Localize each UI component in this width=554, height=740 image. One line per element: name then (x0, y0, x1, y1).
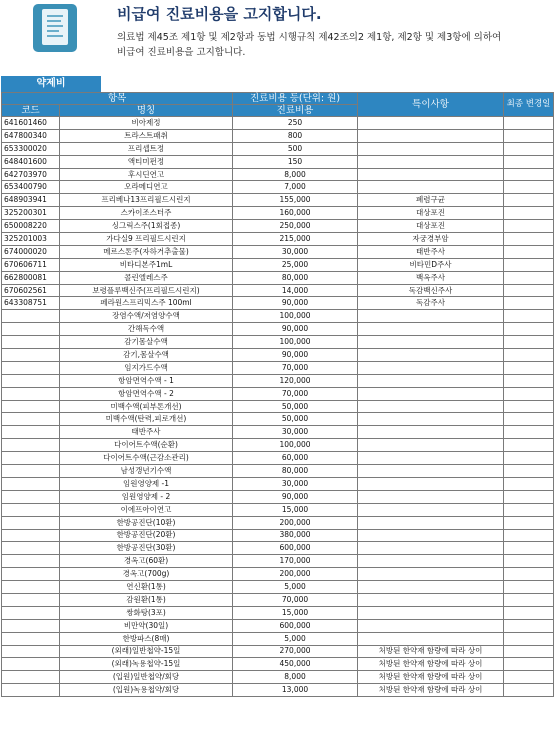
table-row (2, 439, 554, 452)
table-row (2, 452, 554, 465)
cell-code: 325201003 (2, 233, 60, 246)
cell-code (2, 374, 60, 387)
cell-note: 자궁경부암 (358, 233, 504, 246)
cell-code: 662800081 (2, 271, 60, 284)
cell-code (2, 684, 60, 697)
cell-final-change (504, 516, 554, 529)
cell-name: (입원)일반첩약/회당 (60, 671, 233, 684)
table-row (2, 413, 554, 426)
table-row (2, 619, 554, 632)
cell-name: 항암면역수액 - 2 (60, 387, 233, 400)
table-row (2, 194, 554, 207)
cell-note (358, 452, 504, 465)
cell-price: 170,000 (233, 555, 358, 568)
cell-price: 30,000 (233, 477, 358, 490)
cell-final-change (504, 645, 554, 658)
cell-name: 다이어트수액(순환) (60, 439, 233, 452)
cell-code: 670606711 (2, 258, 60, 271)
table-row (2, 258, 554, 271)
cell-note (358, 477, 504, 490)
cell-final-change (504, 477, 554, 490)
cell-code: 650008220 (2, 220, 60, 233)
cell-code: 653300020 (2, 142, 60, 155)
cell-code (2, 452, 60, 465)
cell-code (2, 593, 60, 606)
table-row (2, 245, 554, 258)
cell-price: 600,000 (233, 542, 358, 555)
cell-code (2, 439, 60, 452)
table-row (2, 284, 554, 297)
cell-final-change (504, 349, 554, 362)
cell-final-change (504, 336, 554, 349)
cell-name: 한방공진단(20환) (60, 529, 233, 542)
cell-note: 대상포진 (358, 207, 504, 220)
cell-code: 643308751 (2, 297, 60, 310)
cell-price: 80,000 (233, 465, 358, 478)
cell-price: 600,000 (233, 619, 358, 632)
cell-price: 50,000 (233, 413, 358, 426)
cell-final-change (504, 207, 554, 220)
cell-price: 200,000 (233, 516, 358, 529)
table-row (2, 516, 554, 529)
cell-code (2, 503, 60, 516)
cell-note (358, 465, 504, 478)
cell-price: 450,000 (233, 658, 358, 671)
table-row (2, 207, 554, 220)
cell-price: 90,000 (233, 490, 358, 503)
cell-price: 80,000 (233, 271, 358, 284)
cell-price: 155,000 (233, 194, 358, 207)
cell-price: 30,000 (233, 426, 358, 439)
table-row (2, 349, 554, 362)
table-row (2, 117, 554, 130)
table-row (2, 671, 554, 684)
table-row (2, 503, 554, 516)
cell-name: 임지가드수액 (60, 361, 233, 374)
cell-note (358, 581, 504, 594)
cell-name: 감기몸살수액 (60, 336, 233, 349)
cell-final-change (504, 142, 554, 155)
cell-final-change (504, 233, 554, 246)
cell-code: 641601460 (2, 117, 60, 130)
cell-price: 250 (233, 117, 358, 130)
cell-name: 비만약(30일) (60, 619, 233, 632)
header-name: 명칭 (60, 105, 233, 117)
cell-note (358, 310, 504, 323)
header-code: 코드 (2, 105, 60, 117)
cell-name: 간해독수액 (60, 323, 233, 336)
table-row (2, 490, 554, 503)
cell-final-change (504, 555, 554, 568)
cell-note: 독감백신주사 (358, 284, 504, 297)
cell-final-change (504, 258, 554, 271)
cell-final-change (504, 194, 554, 207)
header-note: 특이사항 (358, 93, 504, 117)
cell-note (358, 516, 504, 529)
table-row (2, 606, 554, 619)
cell-name: 장염수액/저염양수액 (60, 310, 233, 323)
cell-note: 태반주사 (358, 245, 504, 258)
cell-note: 처방된 한약재 함량에 따라 상이 (358, 658, 504, 671)
cell-code (2, 477, 60, 490)
table-row (2, 220, 554, 233)
cell-price: 270,000 (233, 645, 358, 658)
cell-note: 독감주사 (358, 297, 504, 310)
cell-code (2, 336, 60, 349)
cell-price: 120,000 (233, 374, 358, 387)
cell-name: 비타디본주1mL (60, 258, 233, 271)
cell-price: 14,000 (233, 284, 358, 297)
table-row (2, 593, 554, 606)
cell-price: 100,000 (233, 310, 358, 323)
cell-price: 200,000 (233, 568, 358, 581)
cell-name: 메르스톤주(자하거추출물) (60, 245, 233, 258)
cell-code: 674000020 (2, 245, 60, 258)
cell-code (2, 619, 60, 632)
cell-final-change (504, 271, 554, 284)
cell-name: 한방파스(8매) (60, 632, 233, 645)
cell-name: 콜린엘레스주 (60, 271, 233, 284)
table-row (2, 477, 554, 490)
cell-note (358, 490, 504, 503)
cell-name: 임원영양제 -1 (60, 477, 233, 490)
cell-name: 오라메디연고 (60, 181, 233, 194)
cell-final-change (504, 245, 554, 258)
cell-price: 70,000 (233, 593, 358, 606)
cell-note (358, 129, 504, 142)
section-tab-medication: 약제비 (1, 76, 101, 92)
cell-code (2, 568, 60, 581)
header-item: 항목 (2, 93, 233, 105)
cell-code (2, 426, 60, 439)
cell-note (358, 361, 504, 374)
cell-price: 60,000 (233, 452, 358, 465)
cell-final-change (504, 400, 554, 413)
table-row (2, 168, 554, 181)
cell-note (358, 387, 504, 400)
cell-note (358, 323, 504, 336)
cell-price: 25,000 (233, 258, 358, 271)
cell-price: 70,000 (233, 361, 358, 374)
price-table (1, 92, 554, 697)
cell-final-change (504, 632, 554, 645)
cell-price: 15,000 (233, 503, 358, 516)
cell-code: 325200301 (2, 207, 60, 220)
cell-note: 폐렴구균 (358, 194, 504, 207)
cell-note: 처방된 한약재 함량에 따라 상이 (358, 645, 504, 658)
cell-code (2, 400, 60, 413)
cell-name: 미백수액(피부톤개선) (60, 400, 233, 413)
cell-final-change (504, 181, 554, 194)
cell-price: 215,000 (233, 233, 358, 246)
cell-note (358, 374, 504, 387)
cell-note (358, 632, 504, 645)
cell-final-change (504, 310, 554, 323)
header-price: 진료비용 등(단위: 원) (233, 93, 358, 105)
table-row (2, 233, 554, 246)
cell-price: 50,000 (233, 400, 358, 413)
cell-code: 648903941 (2, 194, 60, 207)
cell-price: 150 (233, 155, 358, 168)
table-row (2, 387, 554, 400)
cell-name: 페라원스프리믹스주 100ml (60, 297, 233, 310)
cell-final-change (504, 387, 554, 400)
cell-name: 태반주사 (60, 426, 233, 439)
cell-price: 15,000 (233, 606, 358, 619)
cell-price: 8,000 (233, 168, 358, 181)
cell-name: (외래)일반첩약-15일 (60, 645, 233, 658)
cell-final-change (504, 439, 554, 452)
cell-note (358, 593, 504, 606)
table-row (2, 568, 554, 581)
cell-code (2, 361, 60, 374)
table-row (2, 465, 554, 478)
cell-name: 후시딘연고 (60, 168, 233, 181)
table-row (2, 129, 554, 142)
cell-name: 한방공진단(30환) (60, 542, 233, 555)
cell-note (358, 168, 504, 181)
cell-final-change (504, 426, 554, 439)
cell-note (358, 606, 504, 619)
cell-code (2, 581, 60, 594)
cell-name: 보령플루백신주(프리필드시린지) (60, 284, 233, 297)
table-row (2, 400, 554, 413)
cell-final-change (504, 168, 554, 181)
cell-name: 가다실9 프리필드시린지 (60, 233, 233, 246)
notice-text-line1: 의료법 제45조 제1항 및 제2항과 동법 시행규칙 제42조의2 제1항, 제2항 및 제3항에 의하여 (117, 32, 502, 43)
page-title: 비급여 진료비용을 고지합니다. (117, 5, 322, 23)
cell-name: 임원영양제 - 2 (60, 490, 233, 503)
header-final-change: 최종 변경일 (504, 93, 554, 117)
cell-name: 다이어트수액(근감소관리) (60, 452, 233, 465)
cell-price: 7,000 (233, 181, 358, 194)
cell-final-change (504, 684, 554, 697)
cell-final-change (504, 503, 554, 516)
cell-note (358, 542, 504, 555)
cell-price: 500 (233, 142, 358, 155)
cell-final-change (504, 658, 554, 671)
table-row (2, 361, 554, 374)
cell-code (2, 658, 60, 671)
cell-final-change (504, 361, 554, 374)
cell-final-change (504, 671, 554, 684)
table-row (2, 323, 554, 336)
cell-code: 642703970 (2, 168, 60, 181)
table-row (2, 542, 554, 555)
cell-code (2, 387, 60, 400)
cell-code (2, 671, 60, 684)
cell-price: 70,000 (233, 387, 358, 400)
cell-final-change (504, 593, 554, 606)
cell-name: 싱그릭스주(1회접종) (60, 220, 233, 233)
cell-code (2, 632, 60, 645)
table-row (2, 529, 554, 542)
cell-code (2, 310, 60, 323)
cell-name: 한방공진단(10환) (60, 516, 233, 529)
cell-code (2, 465, 60, 478)
cell-code (2, 542, 60, 555)
cell-name: (외래)녹용첩약-15일 (60, 658, 233, 671)
cell-code (2, 323, 60, 336)
table-row (2, 310, 554, 323)
cell-final-change (504, 323, 554, 336)
cell-note (358, 555, 504, 568)
cell-code (2, 645, 60, 658)
cell-note (358, 568, 504, 581)
cell-note (358, 336, 504, 349)
cell-price: 90,000 (233, 297, 358, 310)
cell-code (2, 516, 60, 529)
cell-name: 미백수액(탄력,피로개선) (60, 413, 233, 426)
notice-text-line2: 비급여 진료비용을 고지합니다. (117, 47, 246, 58)
cell-final-change (504, 581, 554, 594)
cell-name: 경옥고(60환) (60, 555, 233, 568)
cell-final-change (504, 542, 554, 555)
cell-note: 대상포진 (358, 220, 504, 233)
cell-final-change (504, 220, 554, 233)
cell-final-change (504, 490, 554, 503)
cell-note: 비타민D주사 (358, 258, 504, 271)
table-row (2, 374, 554, 387)
cell-price: 5,000 (233, 581, 358, 594)
cell-final-change (504, 284, 554, 297)
cell-note (358, 142, 504, 155)
cell-note (358, 439, 504, 452)
cell-name: 스카이조스터주 (60, 207, 233, 220)
cell-price: 100,000 (233, 439, 358, 452)
cell-note (358, 155, 504, 168)
table-row (2, 155, 554, 168)
cell-final-change (504, 529, 554, 542)
cell-code (2, 413, 60, 426)
cell-price: 13,000 (233, 684, 358, 697)
table-row (2, 684, 554, 697)
cell-note (358, 400, 504, 413)
table-row (2, 426, 554, 439)
cell-note (358, 181, 504, 194)
cell-code (2, 529, 60, 542)
cell-note (358, 529, 504, 542)
cell-name: (입원)녹용첩약/회당 (60, 684, 233, 697)
cell-note (358, 349, 504, 362)
cell-final-change (504, 568, 554, 581)
cell-name: 액티미펀정 (60, 155, 233, 168)
table-row (2, 181, 554, 194)
cell-price: 800 (233, 129, 358, 142)
cell-name: 비아제정 (60, 117, 233, 130)
header-price-sub: 진료비용 (233, 105, 358, 117)
cell-price: 90,000 (233, 323, 358, 336)
cell-note (358, 503, 504, 516)
cell-note (358, 619, 504, 632)
cell-name: 경옥고(700g) (60, 568, 233, 581)
cell-name: 감기,몸살수액 (60, 349, 233, 362)
cell-name: 연신환(1통) (60, 581, 233, 594)
cell-note: 처방된 한약재 함량에 따라 상이 (358, 684, 504, 697)
cell-note: 백옥주사 (358, 271, 504, 284)
cell-name: 항암면역수액 - 1 (60, 374, 233, 387)
cell-code (2, 349, 60, 362)
table-row (2, 658, 554, 671)
cell-code: 648401600 (2, 155, 60, 168)
table-row (2, 271, 554, 284)
cell-code: 670602561 (2, 284, 60, 297)
cell-final-change (504, 155, 554, 168)
table-row (2, 555, 554, 568)
cell-final-change (504, 452, 554, 465)
cell-name: 프리셉트정 (60, 142, 233, 155)
notice-header (0, 0, 554, 70)
cell-price: 30,000 (233, 245, 358, 258)
cell-price: 100,000 (233, 336, 358, 349)
cell-final-change (504, 606, 554, 619)
cell-note (358, 413, 504, 426)
cell-name: 감원환(1통) (60, 593, 233, 606)
cell-final-change (504, 117, 554, 130)
cell-price: 380,000 (233, 529, 358, 542)
cell-code (2, 606, 60, 619)
cell-final-change (504, 297, 554, 310)
cell-final-change (504, 465, 554, 478)
cell-code: 647800340 (2, 129, 60, 142)
table-row (2, 581, 554, 594)
table-row (2, 632, 554, 645)
table-row (2, 142, 554, 155)
cell-name: 트라스트패취 (60, 129, 233, 142)
cell-price: 250,000 (233, 220, 358, 233)
table-row (2, 297, 554, 310)
cell-final-change (504, 619, 554, 632)
cell-code (2, 555, 60, 568)
cell-price: 8,000 (233, 671, 358, 684)
cell-final-change (504, 374, 554, 387)
cell-note (358, 426, 504, 439)
cell-final-change (504, 413, 554, 426)
cell-note: 처방된 한약재 함량에 따라 상이 (358, 671, 504, 684)
cell-name: 프리베나13프리필드시린지 (60, 194, 233, 207)
cell-price: 5,000 (233, 632, 358, 645)
cell-final-change (504, 129, 554, 142)
cell-note (358, 117, 504, 130)
table-row (2, 336, 554, 349)
cell-name: 남성갱년기수액 (60, 465, 233, 478)
cell-name: 쌍화탕(3포) (60, 606, 233, 619)
document-icon (33, 4, 77, 52)
cell-code (2, 490, 60, 503)
cell-name: 이에프아이연고 (60, 503, 233, 516)
cell-code: 653400790 (2, 181, 60, 194)
table-row (2, 645, 554, 658)
cell-price: 90,000 (233, 349, 358, 362)
cell-price: 160,000 (233, 207, 358, 220)
